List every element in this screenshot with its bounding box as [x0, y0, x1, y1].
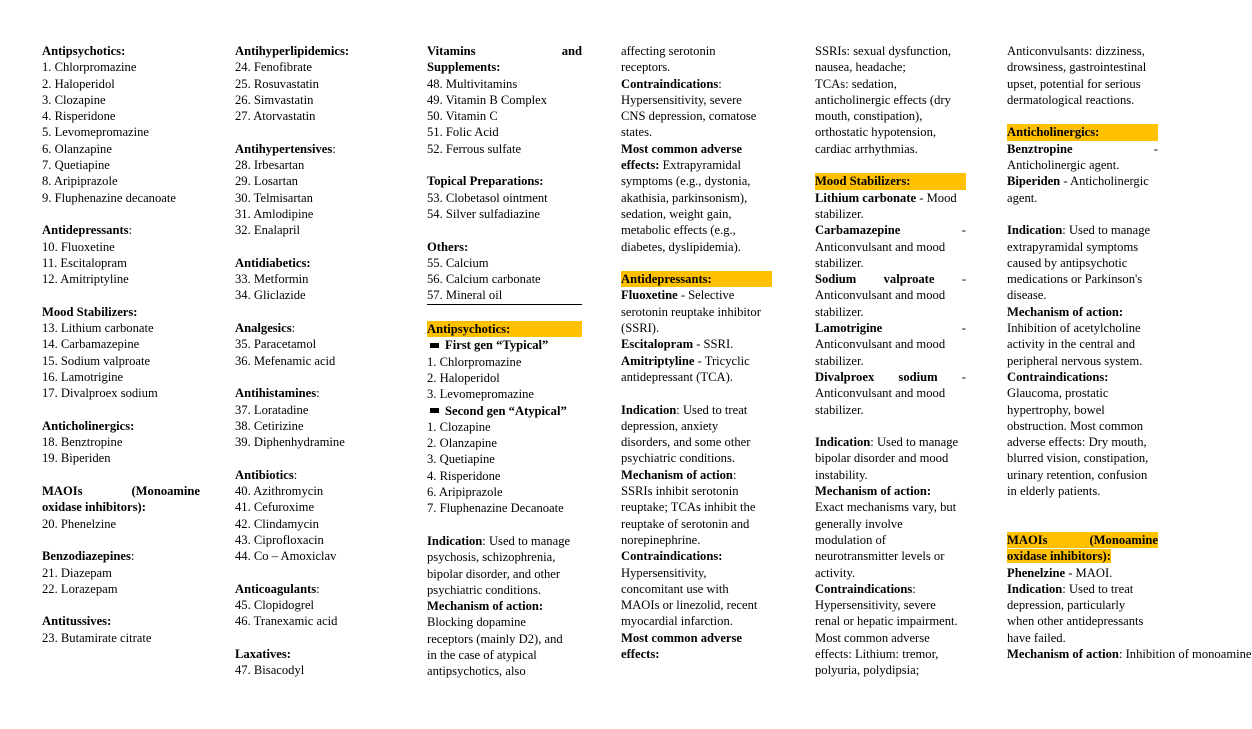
paragraph-line: Anticholinergic agent.: [1007, 158, 1120, 173]
paragraph-line: antipsychotics, also: [427, 664, 526, 679]
column-5: [815, 43, 966, 679]
paragraph-line: mouth, constipation),: [815, 109, 923, 124]
paragraph-line: Glaucoma, prostatic: [1007, 386, 1109, 401]
highlighted-header: Antidepressants:: [621, 271, 772, 287]
paragraph-line: bipolar disorder and mood: [815, 451, 949, 466]
paragraph-label: Contraindications:: [621, 549, 723, 564]
list-item: 46. Tranexamic acid: [235, 614, 338, 629]
section-title: Others:: [427, 239, 469, 254]
section-title: Anticoagulants:: [235, 581, 320, 596]
paragraph-line: psychosis, schizophrenia,: [427, 550, 556, 565]
paragraph-line: peripheral nervous system.: [1007, 353, 1143, 368]
list-item: 5. Levomepromazine: [42, 125, 150, 140]
list-item: 1. Chlorpromazine: [42, 60, 137, 75]
section-title: Antidepressants:: [42, 223, 133, 238]
list-item: 37. Loratadine: [235, 402, 309, 417]
paragraph-line: serotonin reuptake inhibitor: [621, 304, 761, 319]
bullet-heading: Second gen “Atypical”: [427, 403, 582, 419]
section-title: Antitussives:: [42, 614, 112, 629]
list-item: 56. Calcium carbonate: [427, 272, 541, 287]
section-title: Antipsychotics:: [42, 44, 126, 58]
list-item: 7. Fluphenazine Decanoate: [427, 501, 564, 516]
paragraph-line: Benztropine -: [1007, 141, 1158, 156]
paragraph-label: Most common adverse: [621, 630, 743, 645]
paragraph-line: reuptake of serotonin and: [621, 516, 750, 531]
paragraph-line: Sodium valproate -: [815, 272, 966, 287]
bullet-square-icon: [430, 343, 439, 348]
list-item: 17. Divalproex sodium: [42, 386, 158, 401]
list-item: 15. Sodium valproate: [42, 353, 151, 368]
list-item: 3. Clozapine: [42, 92, 106, 107]
list-item: 23. Butamirate citrate: [42, 630, 152, 645]
paragraph-line: CNS depression, comatose: [621, 109, 757, 124]
list-item: 28. Irbesartan: [235, 158, 305, 173]
section-title: Antihypertensives:: [235, 141, 336, 156]
section-title: Benzodiazepines:: [42, 549, 135, 564]
paragraph-line: bipolar disorder, and other: [427, 566, 561, 581]
paragraph-line: effects: Lithium: tremor,: [815, 646, 939, 661]
paragraph-line: medications or Parkinson's: [1007, 272, 1143, 287]
paragraph-line: Inhibition of acetylcholine: [1007, 321, 1141, 336]
paragraph-line: psychiatric conditions.: [427, 582, 542, 597]
paragraph-line: Exact mechanisms vary, but: [815, 500, 957, 515]
paragraph-label: Mechanism of action:: [427, 599, 544, 614]
list-item: 29. Losartan: [235, 174, 298, 189]
paragraph-line: Mechanism of action: Inhibition of monoamine: [1007, 646, 1252, 661]
paragraph-line: extrapyramidal symptoms: [1007, 239, 1139, 254]
list-item: 20. Phenelzine: [42, 516, 117, 531]
list-item: 57. Mineral oil: [427, 287, 582, 304]
list-item: 1. Chlorpromazine: [427, 354, 522, 369]
paragraph-line: depression, anxiety: [621, 418, 719, 433]
paragraph-line: Anticonvulsants: dizziness,: [1007, 44, 1145, 58]
list-item: 16. Lamotrigine: [42, 369, 124, 384]
list-item: 25. Rosuvastatin: [235, 76, 319, 91]
list-item: 4. Risperidone: [42, 109, 116, 124]
section-title: Antibiotics:: [235, 467, 298, 482]
paragraph-line: Indication: Used to treat: [1007, 581, 1134, 596]
paragraph-line: receptors.: [621, 60, 671, 75]
paragraph-line: Lithium carbonate - Mood: [815, 190, 957, 205]
list-item: 22. Lorazepam: [42, 581, 118, 596]
column-3: [427, 43, 582, 680]
paragraph-label: effects:: [621, 646, 660, 661]
list-item: 13. Lithium carbonate: [42, 321, 154, 336]
paragraph-line: caused by antipsychotic: [1007, 255, 1128, 270]
list-item: 6. Olanzapine: [42, 141, 112, 156]
paragraph-line: states.: [621, 125, 653, 140]
list-item: 21. Diazepam: [42, 565, 112, 580]
section-title: MAOIs (Monoamine: [42, 484, 200, 499]
section-title: Antihyperlipidemics:: [235, 44, 350, 58]
paragraph-line: drowsiness, gastrointestinal: [1007, 60, 1147, 75]
list-item: 11. Escitalopram: [42, 255, 127, 270]
paragraph-line: metabolic effects (e.g.,: [621, 223, 736, 238]
paragraph-line: Blocking dopamine: [427, 615, 526, 630]
column-2: [235, 43, 393, 679]
paragraph-line: effects: Extrapyramidal: [621, 158, 741, 173]
paragraph-line: Carbamazepine -: [815, 223, 966, 238]
list-item: 51. Folic Acid: [427, 125, 499, 140]
paragraph-line: norepinephrine.: [621, 532, 701, 547]
list-item: 24. Fenofibrate: [235, 60, 312, 75]
column-4: [621, 43, 772, 662]
list-item: 27. Atorvastatin: [235, 109, 316, 124]
paragraph-line: instability.: [815, 467, 868, 482]
paragraph-line: stabilizer.: [815, 402, 864, 417]
paragraph-line: Hypersensitivity, severe: [815, 598, 936, 613]
list-item: 36. Mefenamic acid: [235, 353, 336, 368]
paragraph-line: Lamotrigine -: [815, 321, 966, 336]
paragraph-line: orthostatic hypotension,: [815, 125, 937, 140]
list-item: 32. Enalapril: [235, 223, 301, 238]
paragraph-line: in elderly patients.: [1007, 484, 1101, 499]
list-item: 1. Clozapine: [427, 419, 491, 434]
paragraph-line: Divalproex sodium -: [815, 369, 966, 384]
section-title: Supplements:: [427, 60, 501, 75]
paragraph-line: renal or hepatic impairment.: [815, 614, 958, 629]
list-item: 42. Clindamycin: [235, 516, 319, 531]
paragraph-line: concomitant use with: [621, 581, 729, 596]
paragraph-line: SSRIs inhibit serotonin: [621, 484, 739, 499]
list-item: 40. Azithromycin: [235, 484, 324, 499]
paragraph-line: antidepressant (TCA).: [621, 369, 733, 384]
highlighted-header: MAOIs (Monoamine: [1007, 532, 1158, 547]
list-item: 53. Clobetasol ointment: [427, 190, 548, 205]
paragraph-line: Anticonvulsant and mood: [815, 337, 946, 352]
paragraph-line: when other antidepressants: [1007, 614, 1144, 629]
paragraph-line: Escitalopram - SSRI.: [621, 337, 734, 352]
paragraph-line: MAOIs or linezolid, recent: [621, 598, 758, 613]
list-item: 54. Silver sulfadiazine: [427, 206, 540, 221]
list-item: 34. Gliclazide: [235, 288, 306, 303]
paragraph-label: Mechanism of action:: [621, 467, 737, 482]
paragraph-line: Fluoxetine - Selective: [621, 288, 735, 303]
paragraph-label: Mechanism of action:: [1007, 304, 1124, 319]
paragraph-line: stabilizer.: [815, 353, 864, 368]
list-item: 12. Amitriptyline: [42, 272, 129, 287]
list-item: 3. Quetiapine: [427, 452, 495, 467]
paragraph-label: Contraindications:: [621, 76, 722, 91]
paragraph-line: Indication: Used to manage: [427, 533, 571, 548]
list-item: 38. Cetirizine: [235, 418, 304, 433]
paragraph-line: Amitriptyline - Tricyclic: [621, 353, 750, 368]
highlighted-header: Mood Stabilizers:: [815, 173, 966, 189]
paragraph-line: myocardial infarction.: [621, 614, 733, 629]
list-item: 18. Benztropine: [42, 435, 123, 450]
list-item: 7. Quetiapine: [42, 158, 110, 173]
paragraph-line: neurotransmitter levels or: [815, 549, 945, 564]
paragraph-line: activity.: [815, 565, 856, 580]
paragraph-label: Contraindications:: [1007, 369, 1109, 384]
list-item: 41. Cefuroxime: [235, 500, 315, 515]
paragraph-line: modulation of: [815, 532, 887, 547]
paragraph-line: urinary retention, confusion: [1007, 467, 1148, 482]
bullet-heading: First gen “Typical”: [427, 337, 582, 353]
paragraph-label: Most common adverse: [621, 141, 743, 156]
paragraph-line: stabilizer.: [815, 206, 864, 221]
list-item: 45. Clopidogrel: [235, 598, 315, 613]
list-item: 6. Aripiprazole: [427, 485, 503, 500]
list-item: 43. Ciprofloxacin: [235, 532, 324, 547]
paragraph-line: reuptake; TCAs inhibit the: [621, 500, 756, 515]
section-title: Antihistamines:: [235, 386, 320, 401]
section-title: Antidiabetics:: [235, 255, 311, 270]
section-title: Mood Stabilizers:: [42, 304, 138, 319]
section-title: Laxatives:: [235, 646, 291, 661]
paragraph-line: adverse effects: Dry mouth,: [1007, 435, 1147, 450]
paragraph-line: stabilizer.: [815, 304, 864, 319]
list-item: 2. Haloperidol: [427, 370, 500, 385]
highlighted-header: Antipsychotics:: [427, 321, 582, 337]
list-item: 9. Fluphenazine decanoate: [42, 190, 176, 205]
paragraph-line: akathisia, parkinsonism),: [621, 190, 748, 205]
paragraph-line: Most common adverse: [815, 630, 930, 645]
paragraph-line: Anticonvulsant and mood: [815, 288, 946, 303]
paragraph-line: have failed.: [1007, 630, 1066, 645]
paragraph-line: cardiac arrhythmias.: [815, 141, 918, 156]
paragraph-line: polyuria, polydipsia;: [815, 663, 920, 678]
paragraph-line: hypertrophy, bowel: [1007, 402, 1105, 417]
paragraph-line: diabetes, dyslipidemia).: [621, 239, 741, 254]
column-1: [42, 43, 200, 646]
list-item: 35. Paracetamol: [235, 337, 317, 352]
paragraph-line: stabilizer.: [815, 255, 864, 270]
bullet-square-icon: [430, 408, 439, 413]
paragraph-line: Hypersensitivity, severe: [621, 92, 742, 107]
list-item: 3. Levomepromazine: [427, 387, 535, 402]
list-item: 44. Co – Amoxiclav: [235, 549, 337, 564]
paragraph-line: Indication: Used to manage: [1007, 223, 1151, 238]
list-item: 55. Calcium: [427, 255, 489, 270]
paragraph-line: symptoms (e.g., dystonia,: [621, 174, 751, 189]
paragraph-line: agent.: [1007, 190, 1038, 205]
list-item: 2. Haloperidol: [42, 76, 115, 91]
paragraph-label: Contraindications:: [815, 581, 916, 596]
paragraph-line: activity in the central and: [1007, 337, 1135, 352]
list-item: 47. Bisacodyl: [235, 663, 305, 678]
section-title: Topical Preparations:: [427, 174, 544, 189]
list-item: 48. Multivitamins: [427, 76, 518, 91]
highlighted-header: Anticholinergics:: [1007, 124, 1158, 140]
list-item: 14. Carbamazepine: [42, 337, 140, 352]
list-item: 10. Fluoxetine: [42, 239, 115, 254]
paragraph-line: psychiatric conditions.: [621, 451, 736, 466]
list-item: 4. Risperidone: [427, 468, 501, 483]
paragraph-line: generally involve: [815, 516, 903, 531]
paragraph-line: receptors (mainly D2), and: [427, 631, 563, 646]
list-item: 49. Vitamin B Complex: [427, 92, 548, 107]
paragraph-line: (SSRI).: [621, 321, 660, 336]
section-title: Vitamins and: [427, 44, 582, 58]
paragraph-line: anticholinergic effects (dry: [815, 92, 951, 107]
list-item: 31. Amlodipine: [235, 206, 314, 221]
paragraph-line: blurred vision, constipation,: [1007, 451, 1149, 466]
paragraph-line: disorders, and some other: [621, 435, 751, 450]
paragraph-line: TCAs: sedation,: [815, 76, 897, 91]
list-item: 8. Aripiprazole: [42, 174, 118, 189]
column-6: [1007, 43, 1252, 662]
list-item: 2. Olanzapine: [427, 436, 497, 451]
list-item: 19. Biperiden: [42, 451, 111, 466]
section-title: Analgesics:: [235, 321, 296, 336]
section-title: oxidase inhibitors):: [42, 500, 146, 515]
paragraph-line: SSRIs: sexual dysfunction,: [815, 44, 952, 58]
paragraph-line: Phenelzine - MAOI.: [1007, 565, 1113, 580]
list-item: 26. Simvastatin: [235, 92, 314, 107]
list-item: 30. Telmisartan: [235, 190, 313, 205]
paragraph-line: obstruction. Most common: [1007, 418, 1144, 433]
paragraph-line: Anticonvulsant and mood: [815, 386, 946, 401]
paragraph-line: Indication: Used to treat: [621, 402, 748, 417]
paragraph-line: Anticonvulsant and mood: [815, 239, 946, 254]
paragraph-line: in the case of atypical: [427, 647, 537, 662]
list-item: 50. Vitamin C: [427, 109, 498, 124]
paragraph-label: Mechanism of action:: [815, 484, 932, 499]
paragraph-line: Hypersensitivity,: [621, 565, 707, 580]
section-title: Anticholinergics:: [42, 418, 135, 433]
paragraph-line: depression, particularly: [1007, 598, 1126, 613]
list-item: 52. Ferrous sulfate: [427, 141, 522, 156]
paragraph-line: Biperiden - Anticholinergic: [1007, 174, 1149, 189]
paragraph-line: upset, potential for serious: [1007, 76, 1141, 91]
list-item: 39. Diphenhydramine: [235, 435, 345, 450]
paragraph-line: disease.: [1007, 288, 1047, 303]
list-item: 33. Metformin: [235, 272, 309, 287]
paragraph-line: sedation, weight gain,: [621, 206, 732, 221]
paragraph-line: nausea, headache;: [815, 60, 906, 75]
paragraph-line: dermatological reactions.: [1007, 92, 1135, 107]
paragraph-line: Indication: Used to manage: [815, 435, 959, 450]
paragraph-line: affecting serotonin: [621, 44, 716, 58]
highlighted-header-line: oxidase inhibitors):: [1007, 549, 1111, 564]
